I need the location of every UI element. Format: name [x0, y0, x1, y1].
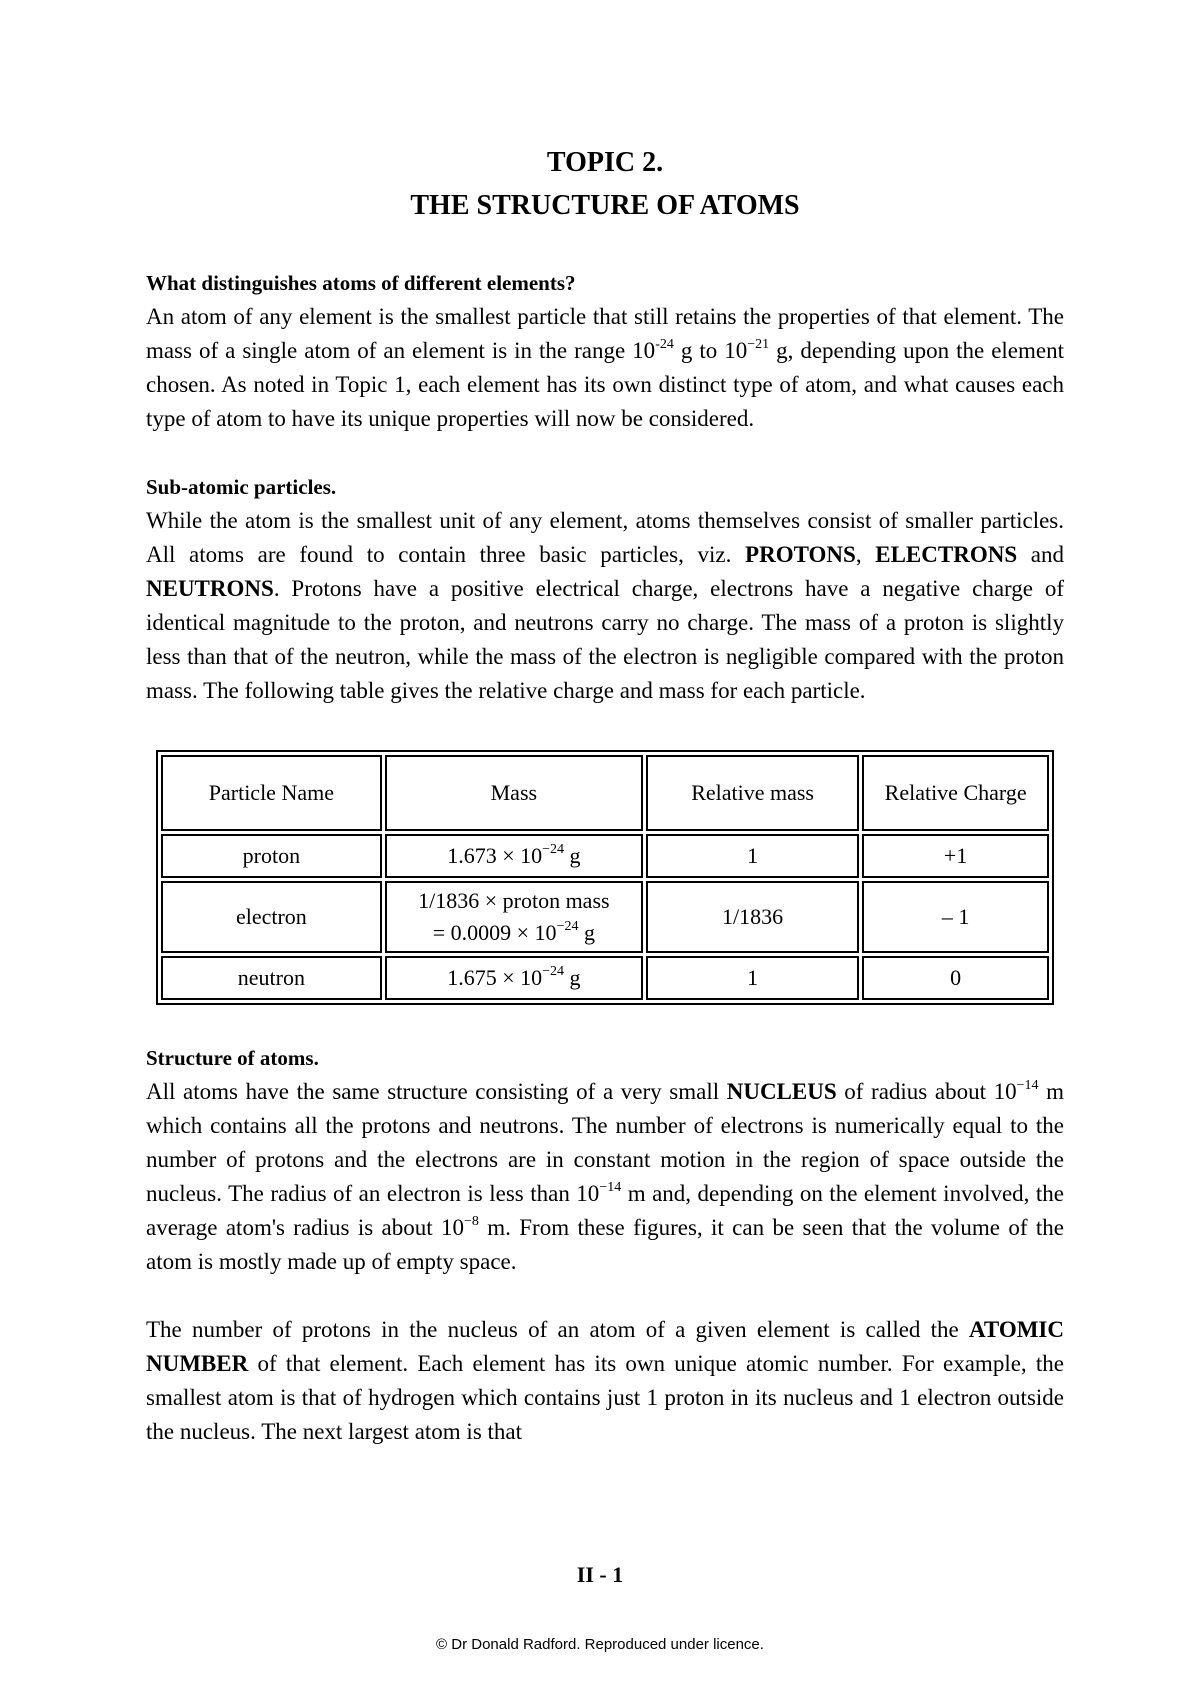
topic-number: TOPIC 2.	[546, 147, 664, 178]
table-row	[161, 956, 1049, 1000]
section-heading-subatomic: Sub-atomic particles.	[146, 475, 337, 499]
cell-name: neutron	[161, 956, 382, 1000]
cell-charge: +1	[862, 834, 1049, 878]
table-header-row	[161, 755, 1049, 831]
page-body	[146, 140, 1064, 1449]
cell-relative-mass: 1	[646, 956, 859, 1000]
cell-mass: $1.675 \times 10^{-24}$ g	[385, 956, 643, 1000]
cell-name: proton	[161, 834, 382, 878]
section-heading-distinguish: What distinguishes atoms of different elements?	[146, 271, 576, 295]
cell-charge: 0	[862, 956, 1049, 1000]
table-row	[161, 881, 1049, 953]
paragraph-structure: All atoms have the same structure consisting of a very small NUCLEUS of radius about $10^{-14}$ m which contains all the protons and neutrons. The number of electrons is numerically equal to the number of protons and the electrons are in constant motion in the region of space outside the nucleus. The radius of an electron is less than $10^{-14}$ m and, depending on the element involved, the average atom's radius is about $10^{-8}$ m. From these figures, it can be seen that the volume of the atom is mostly made up of empty space.	[146, 1078, 1065, 1274]
cell-mass: $1.673 \times 10^{-24}$ g	[385, 834, 643, 878]
header-particle-name: Particle Name	[161, 755, 382, 831]
cell-mass: 1/1836 × proton mass = $0.0009 \times 10^{-24}$ g	[385, 881, 643, 953]
section-heading-structure: Structure of atoms.	[146, 1046, 319, 1070]
paragraph-subatomic: While the atom is the smallest unit of any element, atoms themselves consist of smaller particles. All atoms are found to contain three basic particles, viz. PROTONS, ELECTRONS and NEUTRONS. Protons have a positive electrical charge, electrons have a negative charge of identical magnitude to the proton, and neutrons carry no charge. The mass of a proton is slightly less than that of the neutron, while the mass of the electron is negligible compared with the proton mass. The following table gives the relative charge and mass for each particle.	[146, 508, 1064, 703]
paragraph-atomic-number: The number of protons in the nucleus of an atom of a given element is called the ATOMIC NUMBER of that element. Each element has its own unique atomic number. For example, the smallest atom is that of hydrogen which contains just 1 proton in its nucleus and 1 electron outside the nucleus. The next largest atom is that	[146, 1317, 1064, 1444]
cell-name: electron	[161, 881, 382, 953]
copyright-footer: © Dr Donald Radford. Reproduced under licence.	[436, 1636, 764, 1653]
cell-relative-mass: 1	[646, 834, 859, 878]
cell-charge: – 1	[862, 881, 1049, 953]
page-title: THE STRUCTURE OF ATOMS	[410, 190, 800, 221]
cell-relative-mass: 1/1836	[646, 881, 859, 953]
particle-table	[156, 750, 1054, 1005]
table-row	[161, 834, 1049, 878]
header-relative-charge: Relative Charge	[862, 755, 1049, 831]
page-number: II - 1	[576, 1562, 624, 1587]
paragraph-atom-definition: An atom of any element is the smallest particle that still retains the properties of that element. The mass of a single atom of an element is in the range $10^{-24}$ g to $10^{-21}$ g, depending upon the element chosen. As noted in Topic 1, each element has its own distinct type of atom, and what causes each type of atom to have its unique properties will now be considered.	[146, 304, 1065, 431]
header-relative-mass: Relative mass	[646, 755, 859, 831]
header-mass: Mass	[385, 755, 643, 831]
